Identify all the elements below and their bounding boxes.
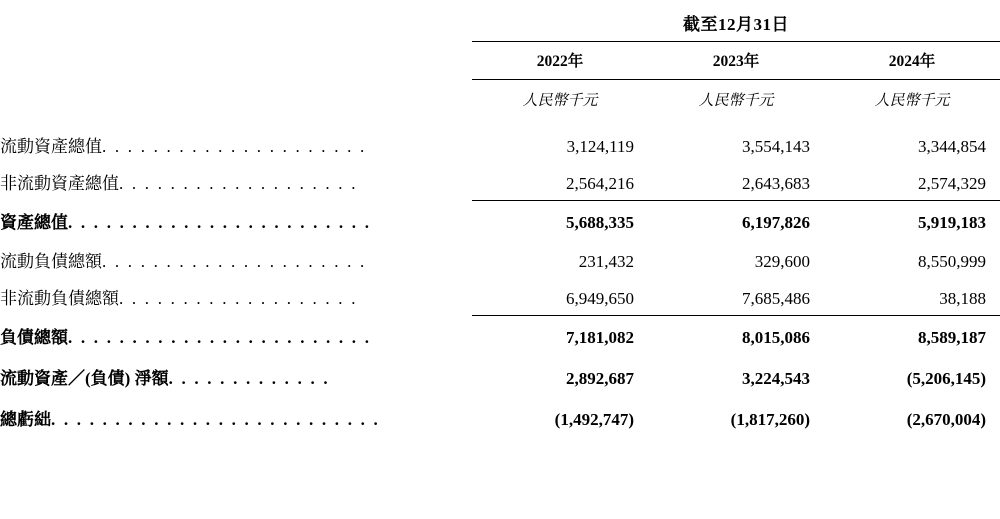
table-body bbox=[0, 126, 1000, 438]
row-value-2024: (5,206,145) bbox=[906, 369, 987, 388]
row-value-2024: 8,589,187 bbox=[824, 315, 1000, 356]
header-empty-corner-3 bbox=[0, 80, 472, 121]
row-value-2022: 3,124,119 bbox=[566, 137, 634, 156]
header-empty-corner-2 bbox=[0, 42, 472, 80]
table-row bbox=[0, 126, 1000, 163]
row-value-2023: (1,817,260) bbox=[730, 410, 810, 429]
row-label bbox=[0, 126, 472, 163]
row-value-2023: 2,643,683 bbox=[742, 173, 810, 193]
row-value-2024: 5,919,183 bbox=[824, 200, 1000, 241]
table-header bbox=[0, 0, 1000, 126]
header-span-row bbox=[0, 0, 1000, 41]
row-leader: . . . . . . . . . . . . . . . . . . . bbox=[119, 289, 358, 308]
row-value-2024: 3,344,854 bbox=[918, 137, 987, 156]
header-unit-2022: 人民幣千元 bbox=[472, 80, 648, 121]
row-leader: . . . . . . . . . . . . . . . . . . . . . . . . bbox=[68, 328, 372, 347]
row-value-2024: 8,550,999 bbox=[918, 252, 987, 271]
header-unit-2024: 人民幣千元 bbox=[824, 80, 1000, 121]
header-period-title: 截至12月31日 bbox=[683, 15, 789, 34]
row-label-text: 負債總額 bbox=[0, 328, 68, 347]
table-row bbox=[0, 200, 1000, 241]
row-label-text: 總虧絀 bbox=[0, 410, 51, 429]
row-label bbox=[0, 356, 472, 397]
row-value-2022: 231,432 bbox=[578, 252, 634, 271]
row-value-2023: 7,685,486 bbox=[742, 288, 810, 308]
row-value-2023: 8,015,086 bbox=[648, 315, 824, 356]
table-row bbox=[0, 315, 1000, 356]
header-year-2023: 2023年 bbox=[712, 53, 760, 70]
table-row bbox=[0, 163, 1000, 200]
row-value-2024: 38,188 bbox=[939, 288, 987, 308]
row-value-2022: 7,181,082 bbox=[472, 315, 648, 356]
row-label-text: 非流動負債總額 bbox=[0, 289, 119, 308]
table-row bbox=[0, 278, 1000, 315]
row-value-2024: 2,574,329 bbox=[918, 173, 987, 193]
row-label-text: 流動資產／(負債) 淨額 bbox=[0, 369, 169, 388]
table-row bbox=[0, 241, 1000, 278]
header-year-row bbox=[0, 42, 1000, 80]
row-value-2024: (2,670,004) bbox=[906, 410, 987, 429]
row-label bbox=[0, 241, 472, 278]
header-empty-corner bbox=[0, 0, 472, 41]
row-label-text: 流動資產總值 bbox=[0, 137, 102, 156]
row-label bbox=[0, 200, 472, 241]
row-value-2023: 3,554,143 bbox=[742, 137, 810, 156]
row-leader: . . . . . . . . . . . . . . . . . . . . . . . . bbox=[68, 213, 372, 232]
row-label bbox=[0, 278, 472, 315]
row-label-text: 流動負債總額 bbox=[0, 252, 102, 271]
row-value-2023: 6,197,826 bbox=[648, 200, 824, 241]
row-leader: . . . . . . . . . . . . . . . . . . . . . bbox=[102, 137, 367, 156]
row-leader: . . . . . . . . . . . . . bbox=[168, 369, 330, 388]
table-row bbox=[0, 356, 1000, 397]
row-value-2023: 329,600 bbox=[754, 252, 810, 271]
row-value-2022: 6,949,650 bbox=[566, 288, 634, 308]
header-year-2024: 2024年 bbox=[888, 53, 936, 70]
row-label-text: 資產總值 bbox=[0, 213, 68, 232]
row-leader: . . . . . . . . . . . . . . . . . . . . . bbox=[102, 252, 367, 271]
row-value-2022: 2,892,687 bbox=[566, 369, 634, 388]
header-year-2022: 2022年 bbox=[536, 53, 584, 70]
row-value-2022: (1,492,747) bbox=[554, 410, 634, 429]
row-label bbox=[0, 397, 472, 438]
row-leader: . . . . . . . . . . . . . . . . . . . bbox=[119, 174, 358, 193]
row-value-2022: 2,564,216 bbox=[566, 173, 634, 193]
row-label bbox=[0, 163, 472, 200]
header-unit-row bbox=[0, 80, 1000, 121]
row-value-2023: 3,224,543 bbox=[742, 369, 810, 388]
row-label-text: 非流動資產總值 bbox=[0, 174, 119, 193]
row-label bbox=[0, 315, 472, 356]
row-leader: . . . . . . . . . . . . . . . . . . . . . . . . . . bbox=[51, 410, 380, 429]
row-value-2022: 5,688,335 bbox=[472, 200, 648, 241]
header-unit-2023: 人民幣千元 bbox=[648, 80, 824, 121]
table-row bbox=[0, 397, 1000, 438]
